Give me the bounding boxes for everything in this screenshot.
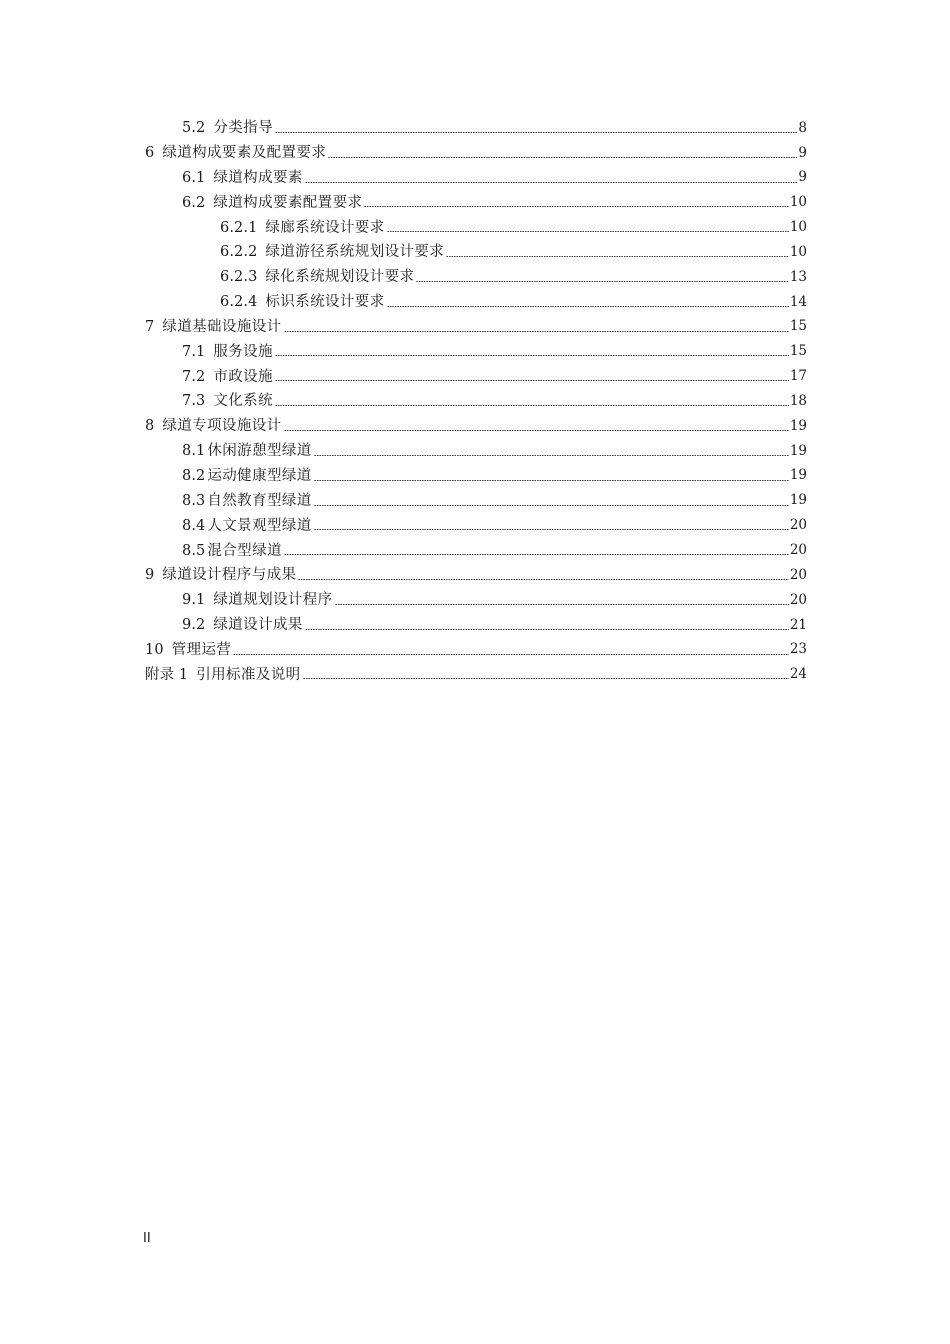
toc-entry-number: 8.5 xyxy=(182,542,206,559)
toc-dot-leader xyxy=(284,331,789,332)
toc-dot-leader xyxy=(314,480,789,481)
toc-entry-number: 10 xyxy=(145,641,164,658)
toc-dot-leader xyxy=(303,678,789,679)
toc-dot-leader xyxy=(305,182,798,183)
toc-entry[interactable] xyxy=(145,414,807,439)
toc-entry-number: 7.2 xyxy=(182,368,206,385)
toc-entry-page: 21 xyxy=(789,616,807,633)
toc-entry-number: 9.2 xyxy=(182,617,206,634)
toc-entry-title: 绿道基础设施设计 xyxy=(162,318,282,335)
toc-entry-title: 绿道构成要素配置要求 xyxy=(213,194,363,211)
toc-entry-title: 运动健康型绿道 xyxy=(207,467,312,484)
toc-dot-leader xyxy=(364,206,788,207)
toc-entry-number: 5.2 xyxy=(182,120,206,137)
toc-entry-number: 6.2.1 xyxy=(220,219,258,236)
toc-entry-number: 6 xyxy=(145,145,155,162)
toc-entry[interactable] xyxy=(145,588,807,613)
toc-entry-page: 20 xyxy=(789,591,807,608)
toc-entry-title: 绿道构成要素及配置要求 xyxy=(162,145,327,162)
toc-entry-number: 7.1 xyxy=(182,343,206,360)
toc-entry[interactable] xyxy=(145,613,807,638)
toc-dot-leader xyxy=(284,554,789,555)
toc-dot-leader xyxy=(314,529,789,530)
toc-entry-title: 绿廊系统设计要求 xyxy=(265,219,385,236)
toc-entry-title: 绿道游径系统规划设计要求 xyxy=(265,244,445,261)
toc-entry[interactable] xyxy=(145,538,807,563)
toc-entry-title: 混合型绿道 xyxy=(207,542,282,559)
toc-dot-leader xyxy=(275,132,797,133)
toc-entry-page: 15 xyxy=(789,343,807,360)
toc-entry[interactable] xyxy=(145,215,807,240)
toc-entry-page: 10 xyxy=(789,219,807,236)
toc-entry[interactable] xyxy=(145,116,807,141)
toc-entry-number: 8.3 xyxy=(182,492,206,509)
toc-entry-page: 15 xyxy=(789,318,807,335)
toc-entry-title: 绿道规划设计程序 xyxy=(213,592,333,609)
toc-entry-page: 9 xyxy=(798,169,807,186)
toc-entry-title: 绿化系统规划设计要求 xyxy=(265,269,415,286)
toc-entry-page: 18 xyxy=(789,392,807,409)
toc-entry-title: 绿道构成要素 xyxy=(213,169,303,186)
toc-entry-title: 人文景观型绿道 xyxy=(207,517,312,534)
toc-dot-leader xyxy=(275,405,789,406)
toc-entry-number: 9.1 xyxy=(182,592,206,609)
toc-entry-title: 服务设施 xyxy=(213,343,273,360)
toc-entry-number: 6.2.2 xyxy=(220,244,258,261)
toc-entry-page: 19 xyxy=(789,492,807,509)
toc-entry[interactable] xyxy=(145,663,807,688)
table-of-contents xyxy=(145,116,807,687)
toc-entry-number: 6.2 xyxy=(182,194,206,211)
toc-entry-title: 分类指导 xyxy=(213,120,273,137)
toc-entry-title: 休闲游憩型绿道 xyxy=(207,443,312,460)
toc-entry-page: 17 xyxy=(789,368,807,385)
toc-entry-number: 8.2 xyxy=(182,467,206,484)
toc-entry[interactable] xyxy=(145,265,807,290)
toc-entry[interactable] xyxy=(145,464,807,489)
toc-entry[interactable] xyxy=(145,489,807,514)
toc-dot-leader xyxy=(233,654,789,655)
toc-dot-leader xyxy=(305,629,789,630)
toc-dot-leader xyxy=(446,256,789,257)
toc-entry-title: 标识系统设计要求 xyxy=(265,294,385,311)
toc-entry[interactable] xyxy=(145,315,807,340)
toc-entry-title: 管理运营 xyxy=(171,641,232,658)
toc-dot-leader xyxy=(284,430,789,431)
toc-entry-title: 文化系统 xyxy=(213,393,273,410)
toc-dot-leader xyxy=(387,306,789,307)
toc-entry-number: 7 xyxy=(145,318,155,335)
toc-entry[interactable] xyxy=(145,364,807,389)
toc-entry[interactable] xyxy=(145,240,807,265)
toc-entry-number: 8 xyxy=(145,418,155,435)
toc-entry-page: 13 xyxy=(789,268,807,285)
toc-entry-page: 10 xyxy=(789,194,807,211)
toc-entry-title: 市政设施 xyxy=(213,368,273,385)
toc-entry-number: 6.1 xyxy=(182,169,206,186)
toc-entry-number: 9 xyxy=(145,567,155,584)
toc-entry-title: 绿道专项设施设计 xyxy=(162,418,282,435)
toc-entry-number: 6.2.4 xyxy=(220,294,258,311)
toc-dot-leader xyxy=(416,281,788,282)
toc-entry[interactable] xyxy=(145,166,807,191)
toc-entry[interactable] xyxy=(145,514,807,539)
toc-entry-page: 23 xyxy=(789,641,807,658)
toc-entry-title: 自然教育型绿道 xyxy=(207,492,312,509)
toc-entry[interactable] xyxy=(145,439,807,464)
toc-entry-page: 8 xyxy=(798,119,807,136)
toc-dot-leader xyxy=(328,157,797,158)
toc-dot-leader xyxy=(275,355,789,356)
toc-entry[interactable] xyxy=(145,290,807,315)
toc-entry-title: 绿道设计程序与成果 xyxy=(162,567,297,584)
toc-entry-page: 20 xyxy=(789,566,807,583)
toc-entry-page: 14 xyxy=(789,293,807,310)
toc-entry[interactable] xyxy=(145,638,807,663)
toc-entry-page: 20 xyxy=(789,517,807,534)
toc-entry-title: 绿道设计成果 xyxy=(213,617,303,634)
toc-dot-leader xyxy=(314,505,789,506)
toc-entry-page: 10 xyxy=(789,243,807,260)
toc-entry[interactable] xyxy=(145,141,807,166)
page-number: II xyxy=(143,1231,151,1246)
toc-entry-page: 19 xyxy=(789,417,807,434)
toc-entry-page: 9 xyxy=(798,144,807,161)
toc-entry[interactable] xyxy=(145,191,807,216)
toc-entry-number: 6.2.3 xyxy=(220,269,258,286)
toc-entry-number: 附录 1 xyxy=(145,666,189,683)
toc-entry-number: 8.1 xyxy=(182,443,206,460)
toc-dot-leader xyxy=(335,604,789,605)
toc-entry-page: 20 xyxy=(789,542,807,559)
toc-dot-leader xyxy=(298,579,788,580)
toc-entry-number: 7.3 xyxy=(182,393,206,410)
toc-entry-title: 引用标准及说明 xyxy=(196,666,301,683)
toc-dot-leader xyxy=(275,380,789,381)
toc-entry[interactable] xyxy=(145,340,807,365)
toc-entry-page: 19 xyxy=(789,442,807,459)
toc-entry-page: 19 xyxy=(789,467,807,484)
toc-dot-leader xyxy=(314,455,789,456)
toc-entry-number: 8.4 xyxy=(182,517,206,534)
toc-entry[interactable] xyxy=(145,563,807,588)
toc-dot-leader xyxy=(387,231,789,232)
toc-entry-page: 24 xyxy=(789,666,807,683)
toc-entry[interactable] xyxy=(145,389,807,414)
